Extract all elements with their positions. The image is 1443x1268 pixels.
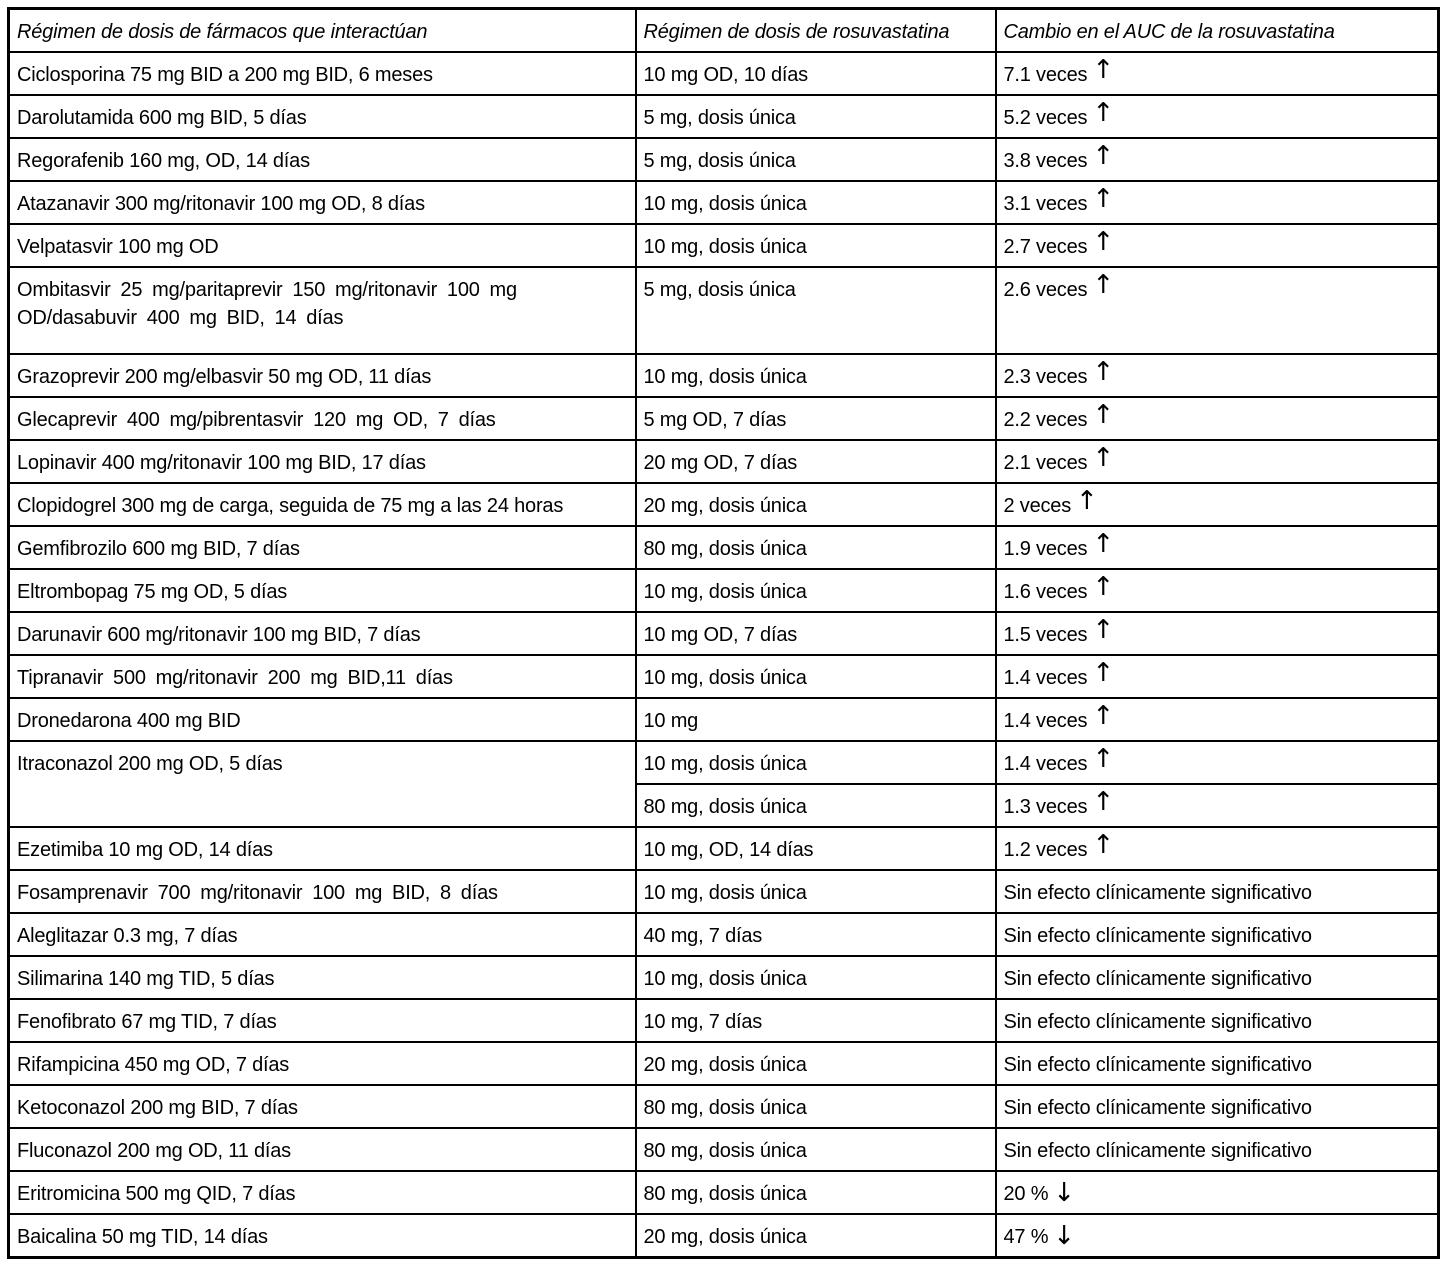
auc-change-cell <box>996 1128 1439 1171</box>
table-row <box>9 1171 1439 1214</box>
drug-cell: Eritromicina 500 mg QID, 7 días <box>9 1171 636 1214</box>
auc-change-cell: 3.1 veces ↑ <box>996 181 1439 224</box>
auc-change-value: Sin efecto clínicamente significativo <box>1003 1097 1312 1119</box>
rosuvastatin-dose-cell: 10 mg, dosis única <box>636 181 996 224</box>
rosuvastatin-dose-cell: 5 mg, dosis única <box>636 95 996 138</box>
rosuvastatin-dose-cell: 10 mg, 7 días <box>636 999 996 1042</box>
auc-change-value: 2 veces <box>1003 495 1072 517</box>
auc-change-cell: 3.8 veces ↑ <box>996 138 1439 181</box>
drug-interaction-table <box>7 7 1440 1259</box>
drug-cell: Regorafenib 160 mg, OD, 14 días <box>9 138 636 181</box>
table-row <box>9 1042 1439 1085</box>
header-interacting-drug: Régimen de dosis de fármacos que interactúan <box>9 9 636 53</box>
rosuvastatin-dose-cell: 10 mg OD, 10 días <box>636 52 996 95</box>
rosuvastatin-dose-cell: 10 mg, dosis única <box>636 655 996 698</box>
drug-cell: Silimarina 140 mg TID, 5 días <box>9 956 636 999</box>
rosuvastatin-dose-cell: 40 mg, 7 días <box>636 913 996 956</box>
drug-cell: Dronedarona 400 mg BID <box>9 698 636 741</box>
drug-cell: Darunavir 600 mg/ritonavir 100 mg BID, 7 días <box>9 612 636 655</box>
rosuvastatin-dose-cell: 20 mg, dosis única <box>636 483 996 526</box>
rosuvastatin-dose-cell: 80 mg, dosis única <box>636 784 996 827</box>
drug-cell: Ciclosporina 75 mg BID a 200 mg BID, 6 meses <box>9 52 636 95</box>
auc-change-value: 47 % <box>1003 1226 1049 1248</box>
auc-change-cell: 2.7 veces ↑ <box>996 224 1439 267</box>
table-row <box>9 870 1439 913</box>
rosuvastatin-dose-cell: 10 mg, dosis única <box>636 741 996 784</box>
rosuvastatin-dose-cell: 5 mg OD, 7 días <box>636 397 996 440</box>
auc-change-value: 2.1 veces <box>1003 452 1088 474</box>
rosuvastatin-dose-cell: 10 mg, OD, 14 días <box>636 827 996 870</box>
drug-cell: Eltrombopag 75 mg OD, 5 días <box>9 569 636 612</box>
drug-cell: Lopinavir 400 mg/ritonavir 100 mg BID, 17 días <box>9 440 636 483</box>
header-row <box>9 9 1439 53</box>
auc-change-value: Sin efecto clínicamente significativo <box>1003 968 1312 990</box>
drug-cell: Fosamprenavir 700 mg/ritonavir 100 mg BID, 8 días <box>9 870 636 913</box>
rosuvastatin-dose-cell: 10 mg, dosis única <box>636 224 996 267</box>
auc-change-value: 3.1 veces <box>1003 193 1088 215</box>
auc-change-value: 7.1 veces <box>1003 64 1088 86</box>
table-row <box>9 741 1439 784</box>
drug-cell: Darolutamida 600 mg BID, 5 días <box>9 95 636 138</box>
auc-change-cell: 5.2 veces ↑ <box>996 95 1439 138</box>
rosuvastatin-dose-cell: 5 mg, dosis única <box>636 138 996 181</box>
rosuvastatin-dose-cell: 10 mg <box>636 698 996 741</box>
rosuvastatin-dose-cell: 20 mg, dosis única <box>636 1042 996 1085</box>
auc-change-cell: 20 % ↓ <box>996 1171 1439 1214</box>
drug-cell: Grazoprevir 200 mg/elbasvir 50 mg OD, 11 días <box>9 354 636 397</box>
table-row <box>9 181 1439 224</box>
auc-change-value: 1.6 veces <box>1003 581 1088 603</box>
auc-change-value: Sin efecto clínicamente significativo <box>1003 882 1312 904</box>
auc-change-cell: 1.4 veces ↑ <box>996 741 1439 784</box>
table-row <box>9 827 1439 870</box>
rosuvastatin-dose-cell: 5 mg, dosis única <box>636 267 996 354</box>
header-rosuvastatin-dose: Régimen de dosis de rosuvastatina <box>636 9 996 53</box>
table-row <box>9 397 1439 440</box>
auc-change-cell <box>996 870 1439 913</box>
auc-change-value: Sin efecto clínicamente significativo <box>1003 1140 1312 1162</box>
header-auc-change: Cambio en el AUC de la rosuvastatina <box>996 9 1439 53</box>
auc-change-value: 1.4 veces <box>1003 710 1088 732</box>
table-row <box>9 1085 1439 1128</box>
auc-change-value: 1.3 veces <box>1003 796 1088 818</box>
table-row <box>9 913 1439 956</box>
auc-change-value: 5.2 veces <box>1003 107 1088 129</box>
auc-change-cell: 1.4 veces ↑ <box>996 655 1439 698</box>
table-row <box>9 569 1439 612</box>
drug-cell: Rifampicina 450 mg OD, 7 días <box>9 1042 636 1085</box>
drug-cell: Aleglitazar 0.3 mg, 7 días <box>9 913 636 956</box>
auc-change-value: 2.7 veces <box>1003 236 1088 258</box>
rosuvastatin-dose-cell: 80 mg, dosis única <box>636 1085 996 1128</box>
table-row <box>9 483 1439 526</box>
auc-change-value: Sin efecto clínicamente significativo <box>1003 925 1312 947</box>
auc-change-cell <box>996 1042 1439 1085</box>
auc-change-cell <box>996 999 1439 1042</box>
drug-cell: Atazanavir 300 mg/ritonavir 100 mg OD, 8 días <box>9 181 636 224</box>
table-row <box>9 95 1439 138</box>
table-row <box>9 354 1439 397</box>
drug-cell: Fluconazol 200 mg OD, 11 días <box>9 1128 636 1171</box>
auc-change-cell <box>996 913 1439 956</box>
auc-change-cell <box>996 1085 1439 1128</box>
auc-change-value: Sin efecto clínicamente significativo <box>1003 1054 1312 1076</box>
table-row <box>9 224 1439 267</box>
auc-change-cell <box>996 956 1439 999</box>
auc-change-cell: 2 veces ↑ <box>996 483 1439 526</box>
auc-change-value: 20 % <box>1003 1183 1049 1205</box>
drug-cell: Clopidogrel 300 mg de carga, seguida de 75 mg a las 24 horas <box>9 483 636 526</box>
drug-cell: Tipranavir 500 mg/ritonavir 200 mg BID,11 días <box>9 655 636 698</box>
auc-change-value: 2.6 veces <box>1003 279 1088 301</box>
auc-change-value: 1.5 veces <box>1003 624 1088 646</box>
rosuvastatin-dose-cell: 10 mg, dosis única <box>636 956 996 999</box>
auc-change-value: 3.8 veces <box>1003 150 1088 172</box>
drug-cell: Velpatasvir 100 mg OD <box>9 224 636 267</box>
auc-change-cell: 1.4 veces ↑ <box>996 698 1439 741</box>
rosuvastatin-dose-cell: 20 mg OD, 7 días <box>636 440 996 483</box>
rosuvastatin-dose-cell: 20 mg, dosis única <box>636 1214 996 1257</box>
auc-change-cell: 1.9 veces ↑ <box>996 526 1439 569</box>
auc-change-value: 1.2 veces <box>1003 839 1088 861</box>
rosuvastatin-dose-cell: 10 mg, dosis única <box>636 569 996 612</box>
table-row <box>9 526 1439 569</box>
table-row <box>9 655 1439 698</box>
auc-change-value: Sin efecto clínicamente significativo <box>1003 1011 1312 1033</box>
table-row <box>9 612 1439 655</box>
auc-change-cell: 1.3 veces ↑ <box>996 784 1439 827</box>
rosuvastatin-dose-cell: 80 mg, dosis única <box>636 526 996 569</box>
auc-change-value: 1.4 veces <box>1003 667 1088 689</box>
rosuvastatin-dose-cell: 10 mg, dosis única <box>636 870 996 913</box>
auc-change-cell: 2.6 veces ↑ <box>996 267 1439 354</box>
rosuvastatin-dose-cell: 80 mg, dosis única <box>636 1128 996 1171</box>
auc-change-cell: 7.1 veces ↑ <box>996 52 1439 95</box>
table-row <box>9 956 1439 999</box>
auc-change-value: 2.3 veces <box>1003 366 1088 388</box>
drug-cell: Itraconazol 200 mg OD, 5 días <box>9 741 636 827</box>
table-row <box>9 52 1439 95</box>
rosuvastatin-dose-cell: 10 mg OD, 7 días <box>636 612 996 655</box>
drug-cell: Baicalina 50 mg TID, 14 días <box>9 1214 636 1257</box>
table-row <box>9 999 1439 1042</box>
auc-change-cell: 2.2 veces ↑ <box>996 397 1439 440</box>
drug-cell: Ketoconazol 200 mg BID, 7 días <box>9 1085 636 1128</box>
drug-cell: Ezetimiba 10 mg OD, 14 días <box>9 827 636 870</box>
rosuvastatin-dose-cell: 80 mg, dosis única <box>636 1171 996 1214</box>
auc-change-cell: 47 % ↓ <box>996 1214 1439 1257</box>
auc-change-value: 1.4 veces <box>1003 753 1088 775</box>
drug-cell: Ombitasvir 25 mg/paritaprevir 150 mg/ritonavir 100 mg OD/dasabuvir 400 mg BID, 14 días <box>9 267 636 354</box>
auc-change-cell: 1.2 veces ↑ <box>996 827 1439 870</box>
rosuvastatin-dose-cell: 10 mg, dosis única <box>636 354 996 397</box>
table-row <box>9 1214 1439 1257</box>
table-row <box>9 267 1439 354</box>
drug-cell: Gemfibrozilo 600 mg BID, 7 días <box>9 526 636 569</box>
auc-change-cell: 1.6 veces ↑ <box>996 569 1439 612</box>
auc-change-value: 1.9 veces <box>1003 538 1088 560</box>
drug-cell: Glecaprevir 400 mg/pibrentasvir 120 mg OD, 7 días <box>9 397 636 440</box>
auc-change-value: 2.2 veces <box>1003 409 1088 431</box>
drug-cell: Fenofibrato 67 mg TID, 7 días <box>9 999 636 1042</box>
auc-change-cell: 1.5 veces ↑ <box>996 612 1439 655</box>
auc-change-cell: 2.1 veces ↑ <box>996 440 1439 483</box>
table-row <box>9 440 1439 483</box>
table-row <box>9 698 1439 741</box>
auc-change-cell: 2.3 veces ↑ <box>996 354 1439 397</box>
table-row <box>9 138 1439 181</box>
table-row <box>9 1128 1439 1171</box>
